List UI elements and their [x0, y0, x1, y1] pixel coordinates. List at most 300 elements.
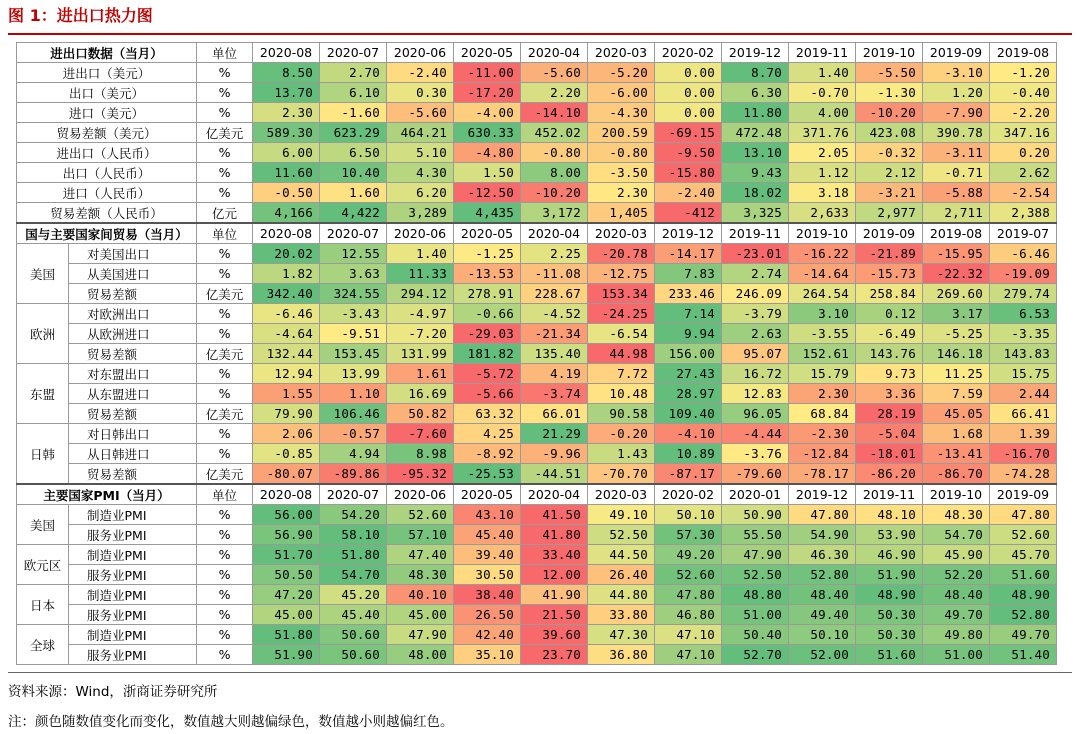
heat-cell: 2,977 [856, 203, 923, 224]
heat-cell: 2.63 [722, 324, 789, 344]
heat-cell: 347.16 [990, 123, 1057, 143]
heat-cell: 15.79 [789, 364, 856, 384]
heat-cell: 6.50 [320, 143, 387, 163]
heat-cell: -5.72 [454, 364, 521, 384]
heat-cell: -2.40 [655, 183, 722, 203]
heat-cell: -5.20 [588, 63, 655, 83]
heat-cell: 51.80 [320, 545, 387, 565]
date-header: 2020-02 [655, 484, 722, 505]
heat-cell: 51.60 [990, 565, 1057, 585]
heat-cell: -0.80 [521, 143, 588, 163]
heat-cell: 5.10 [387, 143, 454, 163]
heat-cell: 52.60 [990, 525, 1057, 545]
heat-cell: 6.53 [990, 304, 1057, 324]
heat-cell: 2.25 [521, 244, 588, 264]
heat-cell: 1.40 [387, 244, 454, 264]
table-row [17, 324, 1057, 344]
table-row [17, 203, 1057, 224]
heat-cell: -86.20 [856, 464, 923, 485]
heat-cell: 9.43 [722, 163, 789, 183]
heat-cell: 2,388 [990, 203, 1057, 224]
heat-cell: 18.02 [722, 183, 789, 203]
heat-cell: 39.40 [454, 545, 521, 565]
heat-cell: 45.40 [454, 525, 521, 545]
heat-cell: 47.80 [655, 585, 722, 605]
heat-cell: 10.89 [655, 444, 722, 464]
heat-cell: 9.94 [655, 324, 722, 344]
row-label: 制造业PMI [69, 585, 197, 605]
heat-cell: 390.78 [923, 123, 990, 143]
heat-cell: 57.10 [387, 525, 454, 545]
date-header: 2019-11 [722, 223, 789, 244]
heat-cell: 3.10 [789, 304, 856, 324]
heat-cell: 41.80 [521, 525, 588, 545]
heat-cell: -14.64 [789, 264, 856, 284]
group-label: 日本 [17, 585, 69, 625]
heat-cell: 0.12 [856, 304, 923, 324]
heat-cell: 2,633 [789, 203, 856, 224]
table-row [17, 284, 1057, 304]
section-title: 国与主要国家间贸易（当月） [17, 223, 197, 244]
heat-cell: 54.70 [320, 565, 387, 585]
heat-cell: -13.53 [454, 264, 521, 284]
row-unit: % [197, 264, 253, 284]
heat-cell: -15.95 [923, 244, 990, 264]
heat-cell: 44.80 [588, 585, 655, 605]
row-unit: 亿元 [197, 203, 253, 224]
heat-cell: 39.60 [521, 625, 588, 645]
heat-cell: 3,172 [521, 203, 588, 224]
heat-cell: 58.10 [320, 525, 387, 545]
heat-cell: -4.80 [454, 143, 521, 163]
row-unit: % [197, 565, 253, 585]
row-label: 贸易差额 [69, 284, 197, 304]
heat-cell: -80.07 [253, 464, 320, 485]
heat-cell: 50.90 [722, 505, 789, 525]
heat-cell: 1.60 [320, 183, 387, 203]
heat-cell: 49.70 [990, 625, 1057, 645]
heat-cell: 1.55 [253, 384, 320, 404]
row-unit: % [197, 625, 253, 645]
section-header-row [17, 484, 1057, 505]
heat-cell: -3.50 [588, 163, 655, 183]
heat-cell: -74.28 [990, 464, 1057, 485]
row-unit: % [197, 83, 253, 103]
heat-cell: -2.30 [789, 424, 856, 444]
heat-cell: 258.84 [856, 284, 923, 304]
row-label: 制造业PMI [69, 505, 197, 525]
row-label: 进口（人民币） [17, 183, 197, 203]
row-label: 出口（美元） [17, 83, 197, 103]
heat-cell: -22.32 [923, 264, 990, 284]
table-row [17, 645, 1057, 665]
heat-cell: 51.40 [990, 645, 1057, 665]
heat-cell: 47.80 [990, 505, 1057, 525]
heat-cell: 66.41 [990, 404, 1057, 424]
date-header: 2020-06 [387, 43, 454, 63]
date-header: 2019-09 [856, 223, 923, 244]
heat-cell: 26.50 [454, 605, 521, 625]
heat-cell: 3.63 [320, 264, 387, 284]
heat-cell: 2.62 [990, 163, 1057, 183]
date-header: 2019-10 [856, 43, 923, 63]
row-label: 服务业PMI [69, 565, 197, 585]
row-unit: 亿美元 [197, 404, 253, 424]
heat-cell: -1.30 [856, 83, 923, 103]
heat-cell: 294.12 [387, 284, 454, 304]
heat-cell: 106.46 [320, 404, 387, 424]
date-header: 2020-03 [588, 43, 655, 63]
heat-cell: 269.60 [923, 284, 990, 304]
heat-cell: -0.80 [588, 143, 655, 163]
date-header: 2020-01 [722, 484, 789, 505]
color-note: 注：颜色随数值变化而变化，数值越大则越偏绿色，数值越小则越偏红色。 [8, 714, 454, 730]
heat-cell: 11.33 [387, 264, 454, 284]
heat-cell: 2.70 [320, 63, 387, 83]
heat-cell: 11.25 [923, 364, 990, 384]
heat-cell: 45.20 [320, 585, 387, 605]
group-label: 美国 [17, 244, 69, 304]
row-unit: % [197, 444, 253, 464]
heat-cell: -21.89 [856, 244, 923, 264]
date-header: 2019-09 [990, 484, 1057, 505]
heat-cell: 48.10 [856, 505, 923, 525]
section-title: 主要国家PMI（当月） [17, 484, 197, 505]
date-header: 2019-12 [655, 223, 722, 244]
heat-cell: 45.90 [923, 545, 990, 565]
heat-cell: 6.10 [320, 83, 387, 103]
heat-cell: -3.79 [722, 304, 789, 324]
heat-cell: -12.75 [588, 264, 655, 284]
heat-cell: 52.00 [789, 645, 856, 665]
heat-cell: 1.43 [588, 444, 655, 464]
heat-cell: 0.00 [655, 63, 722, 83]
heat-cell: 66.01 [521, 404, 588, 424]
heat-cell: -0.70 [789, 83, 856, 103]
date-header: 2019-08 [923, 223, 990, 244]
heat-cell: 12.55 [320, 244, 387, 264]
date-header: 2019-11 [856, 484, 923, 505]
date-header: 2020-03 [588, 484, 655, 505]
row-unit: % [197, 103, 253, 123]
heat-cell: 54.90 [789, 525, 856, 545]
heat-cell: -5.88 [923, 183, 990, 203]
heat-cell: 8.50 [253, 63, 320, 83]
heat-cell: 41.90 [521, 585, 588, 605]
table-row [17, 344, 1057, 364]
heat-cell: 45.05 [923, 404, 990, 424]
heat-cell: -6.46 [253, 304, 320, 324]
heat-cell: -7.90 [923, 103, 990, 123]
heat-cell: -0.57 [320, 424, 387, 444]
table-row [17, 565, 1057, 585]
row-unit: % [197, 364, 253, 384]
heat-cell: 50.50 [253, 565, 320, 585]
section-header-row [17, 223, 1057, 244]
heat-cell: 1.61 [387, 364, 454, 384]
row-label: 进出口（美元） [17, 63, 197, 83]
table-row [17, 545, 1057, 565]
heat-cell: 452.02 [521, 123, 588, 143]
heat-cell: -7.60 [387, 424, 454, 444]
table-row [17, 83, 1057, 103]
row-unit: % [197, 183, 253, 203]
date-header: 2020-06 [387, 223, 454, 244]
table-row [17, 103, 1057, 123]
heat-cell: 200.59 [588, 123, 655, 143]
date-header: 2020-05 [454, 223, 521, 244]
heat-cell: 109.40 [655, 404, 722, 424]
heat-cell: -4.97 [387, 304, 454, 324]
row-unit: % [197, 645, 253, 665]
heat-cell: 50.10 [789, 625, 856, 645]
row-label: 服务业PMI [69, 605, 197, 625]
heat-cell: 36.80 [588, 645, 655, 665]
date-header: 2020-04 [521, 43, 588, 63]
heat-cell: 48.30 [923, 505, 990, 525]
heat-cell: 52.20 [923, 565, 990, 585]
heat-cell: -9.50 [655, 143, 722, 163]
row-label: 对美国出口 [69, 244, 197, 264]
heat-cell: 278.91 [454, 284, 521, 304]
heat-cell: 6.30 [722, 83, 789, 103]
date-header: 2019-10 [789, 223, 856, 244]
date-header: 2020-05 [454, 43, 521, 63]
heat-cell: 49.70 [923, 605, 990, 625]
heat-cell: 472.48 [722, 123, 789, 143]
heat-cell: -12.84 [789, 444, 856, 464]
heat-cell: 3.18 [789, 183, 856, 203]
heat-cell: 46.90 [856, 545, 923, 565]
row-unit: 亿美元 [197, 344, 253, 364]
heat-cell: -6.00 [588, 83, 655, 103]
heat-cell: -20.78 [588, 244, 655, 264]
heat-cell: 23.70 [521, 645, 588, 665]
table-row [17, 63, 1057, 83]
row-label: 制造业PMI [69, 625, 197, 645]
row-unit: % [197, 304, 253, 324]
heat-cell: 96.05 [722, 404, 789, 424]
heat-cell: 143.76 [856, 344, 923, 364]
heat-cell: 131.99 [387, 344, 454, 364]
row-unit: % [197, 63, 253, 83]
heat-cell: 324.55 [320, 284, 387, 304]
heat-cell: 79.90 [253, 404, 320, 424]
heat-cell: 21.29 [521, 424, 588, 444]
table-row [17, 585, 1057, 605]
heat-cell: 49.40 [789, 605, 856, 625]
heat-cell: 143.83 [990, 344, 1057, 364]
heat-cell: -25.53 [454, 464, 521, 485]
row-unit: % [197, 424, 253, 444]
heat-cell: 6.00 [253, 143, 320, 163]
row-unit: % [197, 384, 253, 404]
row-unit: % [197, 525, 253, 545]
heat-cell: -95.32 [387, 464, 454, 485]
heat-cell: -5.04 [856, 424, 923, 444]
figure-title: 图 1：进出口热力图 [8, 6, 153, 25]
heat-cell: 1.68 [923, 424, 990, 444]
heat-cell: 1.10 [320, 384, 387, 404]
heat-cell: -7.20 [387, 324, 454, 344]
heat-cell: 2.30 [789, 384, 856, 404]
table-row [17, 464, 1057, 485]
heat-cell: 630.33 [454, 123, 521, 143]
heat-cell: 46.80 [655, 605, 722, 625]
heat-cell: -23.01 [722, 244, 789, 264]
heat-cell: 55.50 [722, 525, 789, 545]
heat-cell: 45.40 [320, 605, 387, 625]
heat-cell: 52.70 [722, 645, 789, 665]
heat-cell: 42.40 [454, 625, 521, 645]
heat-cell: -5.50 [856, 63, 923, 83]
heat-cell: -4.00 [454, 103, 521, 123]
heat-cell: -3.11 [923, 143, 990, 163]
heat-cell: -3.55 [789, 324, 856, 344]
heat-cell: 46.30 [789, 545, 856, 565]
heat-cell: 47.30 [588, 625, 655, 645]
date-header: 2020-07 [320, 223, 387, 244]
heat-cell: 1.82 [253, 264, 320, 284]
unit-header: 单位 [197, 223, 253, 244]
heat-cell: 21.50 [521, 605, 588, 625]
heat-cell: 52.50 [722, 565, 789, 585]
section-header-row [17, 43, 1057, 63]
heat-cell: -10.20 [521, 183, 588, 203]
heat-cell: 3.36 [856, 384, 923, 404]
row-label: 贸易差额 [69, 404, 197, 424]
heat-cell: -89.86 [320, 464, 387, 485]
date-header: 2020-07 [320, 43, 387, 63]
heat-cell: 2.74 [722, 264, 789, 284]
heat-cell: 2.06 [253, 424, 320, 444]
heat-cell: -0.20 [588, 424, 655, 444]
heat-cell: 13.70 [253, 83, 320, 103]
heat-cell: 33.80 [588, 605, 655, 625]
heat-cell: 464.21 [387, 123, 454, 143]
heat-cell: 54.70 [923, 525, 990, 545]
heat-cell: 90.58 [588, 404, 655, 424]
heat-cell: 342.40 [253, 284, 320, 304]
heat-cell: 1.50 [454, 163, 521, 183]
heat-cell: 28.97 [655, 384, 722, 404]
heat-cell: -11.08 [521, 264, 588, 284]
row-label: 对欧洲出口 [69, 304, 197, 324]
row-unit: 亿美元 [197, 464, 253, 485]
row-label: 进口（美元） [17, 103, 197, 123]
heat-cell: 30.50 [454, 565, 521, 585]
heat-cell: -6.46 [990, 244, 1057, 264]
heat-cell: 4.00 [789, 103, 856, 123]
heat-cell: -87.17 [655, 464, 722, 485]
heat-cell: 6.20 [387, 183, 454, 203]
heat-cell: -19.09 [990, 264, 1057, 284]
heat-cell: 8.00 [521, 163, 588, 183]
heat-cell: 132.44 [253, 344, 320, 364]
heat-cell: 41.50 [521, 505, 588, 525]
heat-cell: 246.09 [722, 284, 789, 304]
heat-cell: 45.70 [990, 545, 1057, 565]
heat-cell: 40.10 [387, 585, 454, 605]
heat-cell: 16.72 [722, 364, 789, 384]
heat-cell: 7.72 [588, 364, 655, 384]
heat-cell: 589.30 [253, 123, 320, 143]
heat-cell: 51.90 [253, 645, 320, 665]
date-header: 2019-10 [923, 484, 990, 505]
heat-cell: 44.50 [588, 545, 655, 565]
heat-cell: -0.66 [454, 304, 521, 324]
heat-cell: 52.50 [588, 525, 655, 545]
heat-cell: 1.12 [789, 163, 856, 183]
heat-cell: 2.05 [789, 143, 856, 163]
heat-cell: 53.90 [856, 525, 923, 545]
row-unit: % [197, 324, 253, 344]
heat-cell: -1.20 [990, 63, 1057, 83]
heat-cell: 7.59 [923, 384, 990, 404]
heat-cell: 47.10 [655, 625, 722, 645]
heat-cell: -14.10 [521, 103, 588, 123]
date-header: 2019-09 [923, 43, 990, 63]
heat-cell: -70.70 [588, 464, 655, 485]
heat-cell: 0.00 [655, 83, 722, 103]
row-unit: % [197, 244, 253, 264]
heat-cell: 50.82 [387, 404, 454, 424]
group-label: 日韩 [17, 424, 69, 485]
heat-cell: 423.08 [856, 123, 923, 143]
heat-cell: 233.46 [655, 284, 722, 304]
heat-cell: -4.52 [521, 304, 588, 324]
table-row [17, 404, 1057, 424]
heat-cell: 1.40 [789, 63, 856, 83]
row-unit: % [197, 163, 253, 183]
heat-cell: 26.40 [588, 565, 655, 585]
heat-cell: -6.49 [856, 324, 923, 344]
heat-cell: 50.40 [722, 625, 789, 645]
heat-cell: 11.60 [253, 163, 320, 183]
section-title: 进出口数据（当月） [17, 43, 197, 63]
heat-cell: 57.30 [655, 525, 722, 545]
heat-cell: 51.80 [253, 625, 320, 645]
heat-cell: -10.20 [856, 103, 923, 123]
date-header: 2020-05 [454, 484, 521, 505]
heat-cell: 56.00 [253, 505, 320, 525]
date-header: 2020-07 [320, 484, 387, 505]
row-unit: % [197, 143, 253, 163]
heat-cell: -9.51 [320, 324, 387, 344]
date-header: 2019-08 [990, 43, 1057, 63]
heat-cell: 51.90 [856, 565, 923, 585]
row-label: 贸易差额（美元） [17, 123, 197, 143]
heat-cell: 8.98 [387, 444, 454, 464]
heat-cell: -1.60 [320, 103, 387, 123]
heat-cell: -6.54 [588, 324, 655, 344]
heat-cell: 8.70 [722, 63, 789, 83]
group-label: 欧洲 [17, 304, 69, 364]
heat-cell: 2.20 [521, 83, 588, 103]
row-label: 从欧洲进口 [69, 324, 197, 344]
heat-cell: 95.07 [722, 344, 789, 364]
heat-cell: 45.00 [387, 605, 454, 625]
heat-cell: -5.66 [454, 384, 521, 404]
heat-cell: 2.30 [253, 103, 320, 123]
table-row [17, 163, 1057, 183]
heat-cell: 181.82 [454, 344, 521, 364]
row-unit: % [197, 605, 253, 625]
heat-cell: -44.51 [521, 464, 588, 485]
table-row [17, 384, 1057, 404]
heat-cell: 4.30 [387, 163, 454, 183]
heat-cell: 48.90 [990, 585, 1057, 605]
